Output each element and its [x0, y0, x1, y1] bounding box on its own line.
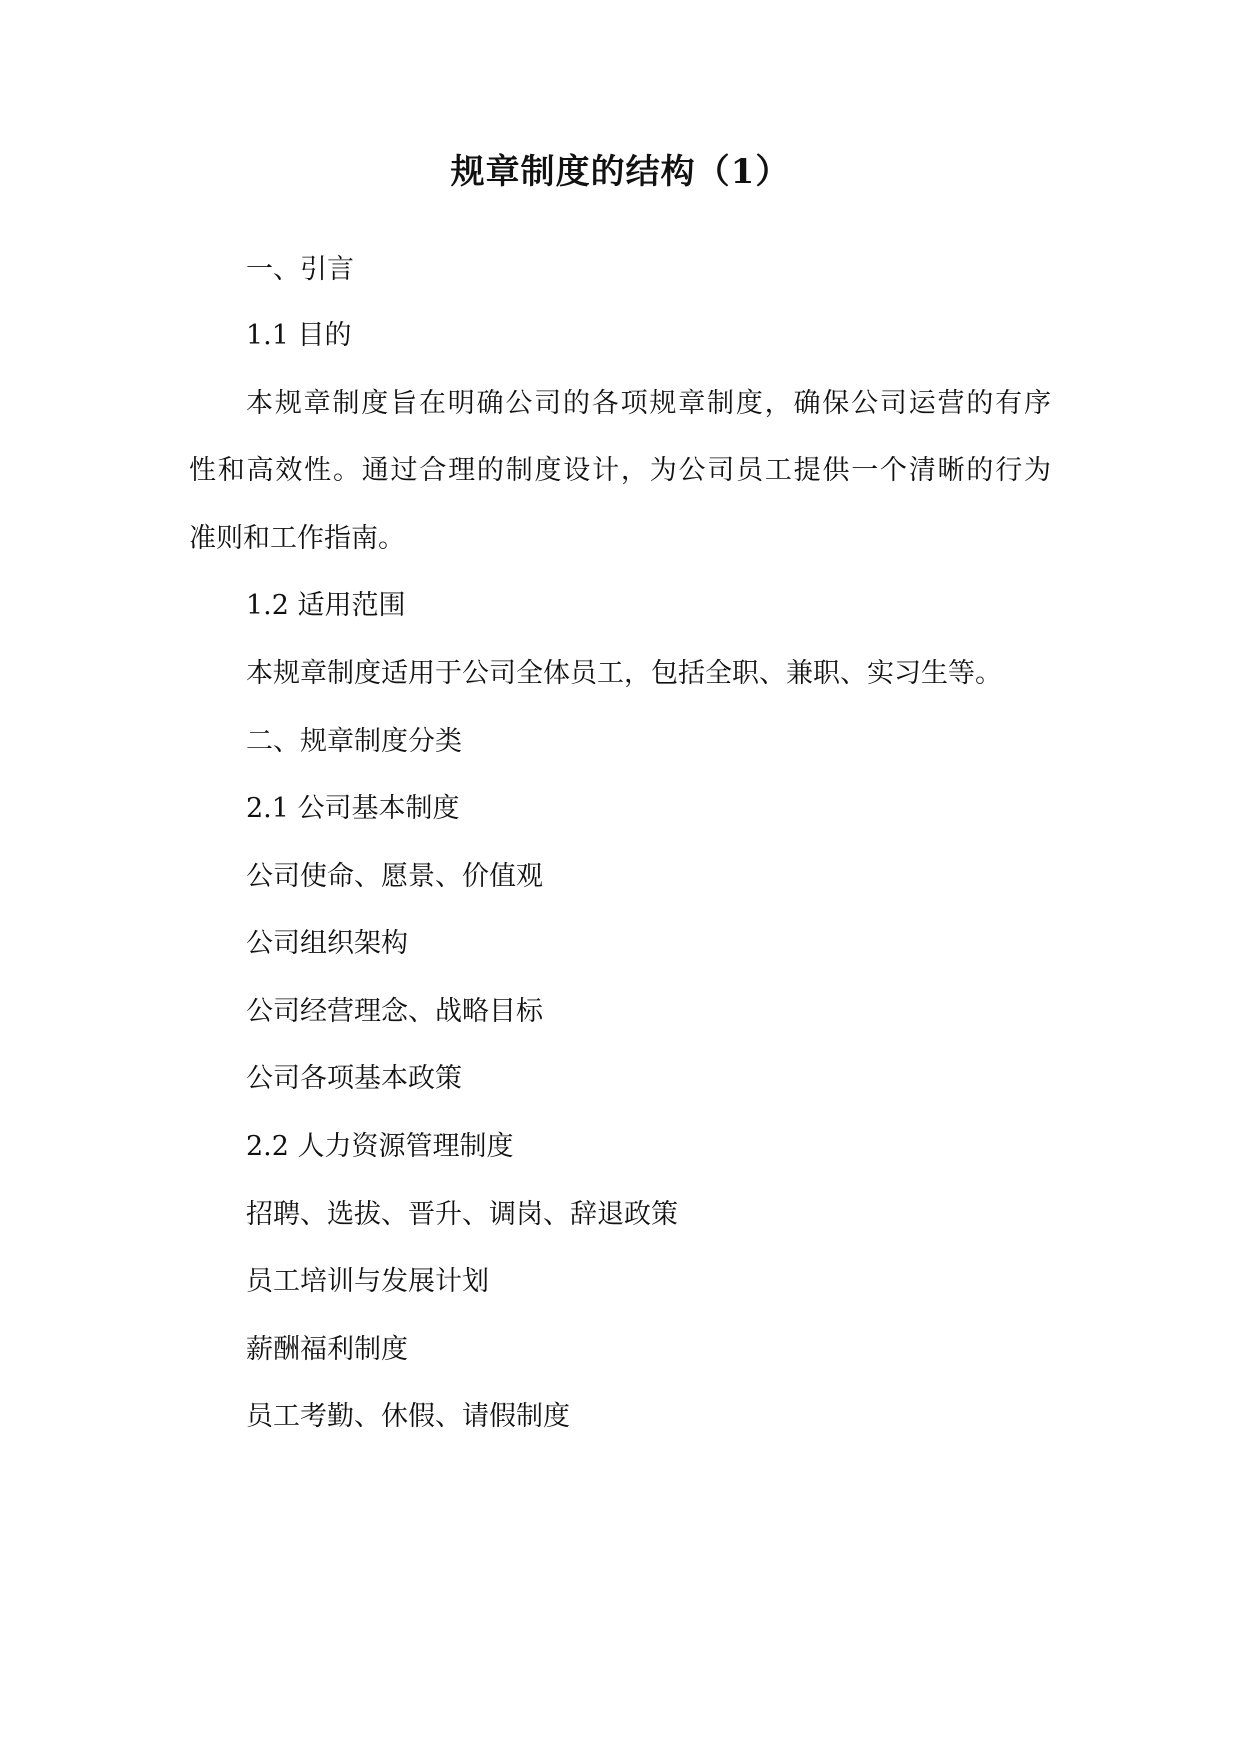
subsection-heading-hr-management: 2.2 人力资源管理制度	[246, 1131, 514, 1162]
subsection-heading-purpose: 1.1 目的	[246, 320, 352, 351]
hr-management-item: 员工培训与发展计划	[246, 1266, 489, 1297]
basic-rules-item: 公司使命、愿景、价值观	[246, 861, 543, 892]
purpose-paragraph-line-2: 性和高效性。通过合理的制度设计，为公司员工提供一个清晰的行为	[189, 455, 1051, 486]
basic-rules-item: 公司组织架构	[246, 928, 408, 959]
subsection-heading-scope: 1.2 适用范围	[246, 590, 406, 621]
basic-rules-item: 公司各项基本政策	[246, 1063, 462, 1094]
section-heading-introduction: 一、引言	[246, 254, 354, 285]
purpose-paragraph-line-3: 准则和工作指南。	[189, 523, 405, 554]
hr-management-item: 薪酬福利制度	[246, 1334, 408, 1365]
basic-rules-item: 公司经营理念、战略目标	[246, 996, 543, 1027]
hr-management-item: 招聘、选拔、晋升、调岗、辞退政策	[246, 1199, 678, 1230]
subsection-heading-basic-rules: 2.1 公司基本制度	[246, 793, 460, 824]
hr-management-item: 员工考勤、休假、请假制度	[246, 1401, 570, 1432]
purpose-paragraph-line-1: 本规章制度旨在明确公司的各项规章制度，确保公司运营的有序	[246, 388, 1051, 419]
scope-paragraph: 本规章制度适用于公司全体员工，包括全职、兼职、实习生等。	[246, 658, 1002, 689]
document-title: 规章制度的结构（1）	[450, 152, 791, 192]
section-heading-classification: 二、规章制度分类	[246, 726, 462, 757]
